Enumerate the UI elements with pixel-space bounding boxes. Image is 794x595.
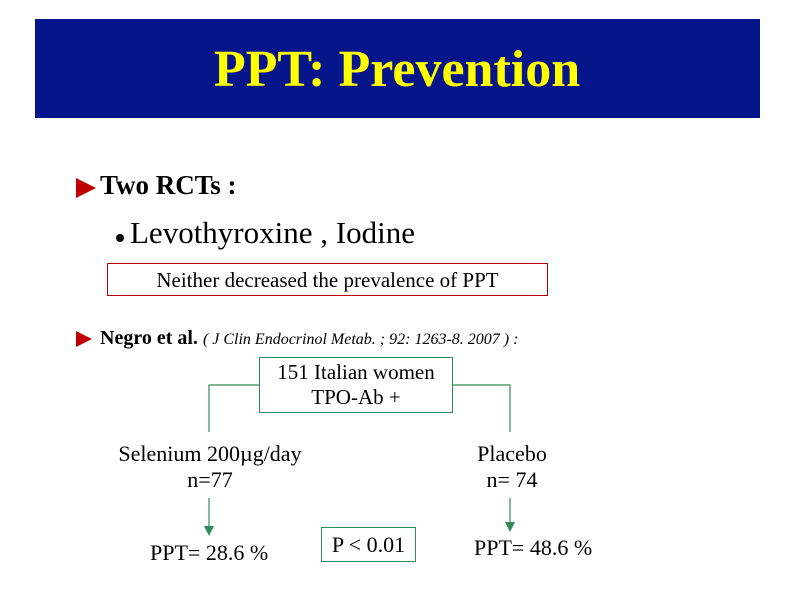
population-line1: 151 Italian women: [277, 360, 435, 384]
study-author: Negro et al.: [100, 327, 198, 349]
arm-placebo-n: n= 74: [486, 467, 538, 492]
study-citation: ( J Clin Endocrinol Metab. ; 92: 1263-8. 2007 ) :: [202, 331, 519, 348]
right-branch-line: [453, 385, 510, 432]
p-value-box: P < 0.01: [321, 527, 416, 562]
sub-bullet-text: Levothyroxine , Iodine: [130, 215, 415, 250]
population-box: [259, 357, 453, 413]
slide-title: PPT: Prevention: [213, 41, 581, 98]
arm-placebo: [450, 441, 574, 493]
arm-selenium-dose: Selenium 200µg/day: [118, 441, 302, 466]
arm-selenium: [110, 441, 310, 493]
placebo-result: PPT= 48.6 %: [474, 535, 593, 560]
selenium-result: PPT= 28.6 %: [150, 540, 269, 565]
bullet-two-rcts-text: Two RCTs :: [100, 170, 237, 200]
result-box: Neither decreased the prevalence of PPT: [107, 263, 548, 296]
left-arrow-head-icon: [204, 526, 214, 536]
right-arrow-head-icon: [505, 522, 515, 532]
population-line2: TPO-Ab +: [311, 385, 401, 409]
arm-selenium-n: n=77: [187, 467, 233, 492]
left-branch-line: [209, 385, 259, 432]
arm-placebo-label: Placebo: [477, 441, 547, 466]
